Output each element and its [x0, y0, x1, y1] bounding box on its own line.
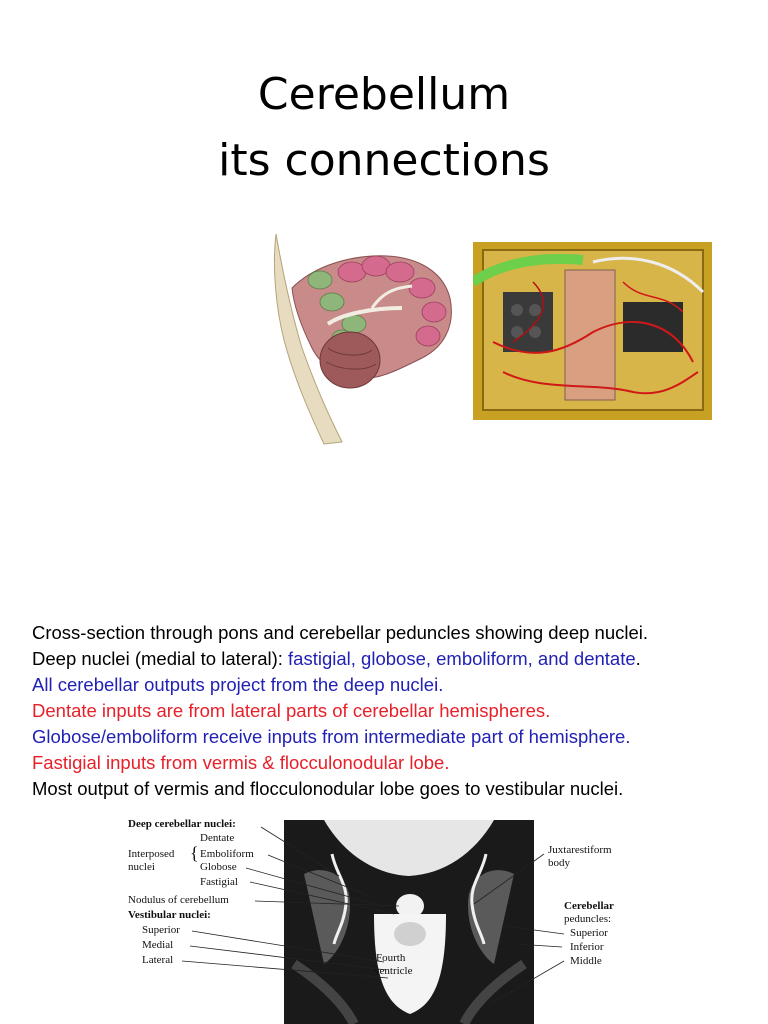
label-ped-superior: Superior [570, 927, 608, 939]
cerebellum-illustration [272, 228, 456, 446]
deep-nuclei-prefix: Deep nuclei (medial to lateral): [32, 648, 289, 669]
title-line-1: Cerebellum [257, 69, 511, 120]
label-ped-middle: Middle [570, 955, 602, 967]
line-outputs: All cerebellar outputs project from the deep nuclei. [32, 674, 444, 695]
label-nodulus: Nodulus of cerebellum [128, 894, 229, 906]
label-dentate: Dentate [200, 832, 235, 844]
brace-interposed: { [190, 843, 199, 863]
label-ped-inferior: Inferior [570, 941, 604, 953]
label-medial: Medial [142, 939, 174, 951]
label-interposed: Interposed [128, 848, 175, 860]
label-fourth: Fourth [376, 952, 406, 964]
label-globose: Globose [200, 861, 237, 873]
line-fastigial: Fastigial inputs from vermis & flocculonodular lobe. [32, 752, 450, 773]
label-ventricle: ventricle [374, 965, 413, 977]
slide-title [0, 62, 768, 194]
label-peduncles: peduncles: [564, 913, 612, 925]
label-body: body [548, 857, 570, 869]
label-emboliform: Emboliform [200, 848, 254, 860]
line-globose: Globose/emboliform receive inputs from intermediate part of hemisphere. [32, 726, 631, 747]
brainstem-cross-section-diagram [124, 814, 644, 1024]
line-cross-section: Cross-section through pons and cerebellar peduncles showing deep nuclei. [32, 622, 649, 643]
label-cerebellar: Cerebellar [564, 900, 614, 912]
circuit-box-photo [473, 242, 712, 420]
label-lateral: Lateral [142, 954, 174, 966]
deep-nuclei-list: fastigial, globose, emboliform, and dentate [288, 648, 636, 669]
label-juxtarestiform: Juxtarestiform [548, 844, 612, 856]
label-nuclei: nuclei [128, 861, 155, 873]
label-deep-nuclei-heading: Deep cerebellar nuclei: [128, 818, 236, 830]
label-vestibular-heading: Vestibular nuclei: [128, 909, 211, 921]
line-deep-nuclei [32, 646, 752, 672]
body-text [32, 620, 752, 802]
label-fastigial: Fastigial [200, 876, 238, 888]
deep-nuclei-suffix: . [635, 648, 641, 669]
line-dentate: Dentate inputs are from lateral parts of cerebellar hemispheres. [32, 700, 551, 721]
line-vermis: Most output of vermis and flocculonodular lobe goes to vestibular nuclei. [32, 778, 624, 799]
title-line-2: its connections [218, 135, 550, 186]
label-superior: Superior [142, 924, 180, 936]
